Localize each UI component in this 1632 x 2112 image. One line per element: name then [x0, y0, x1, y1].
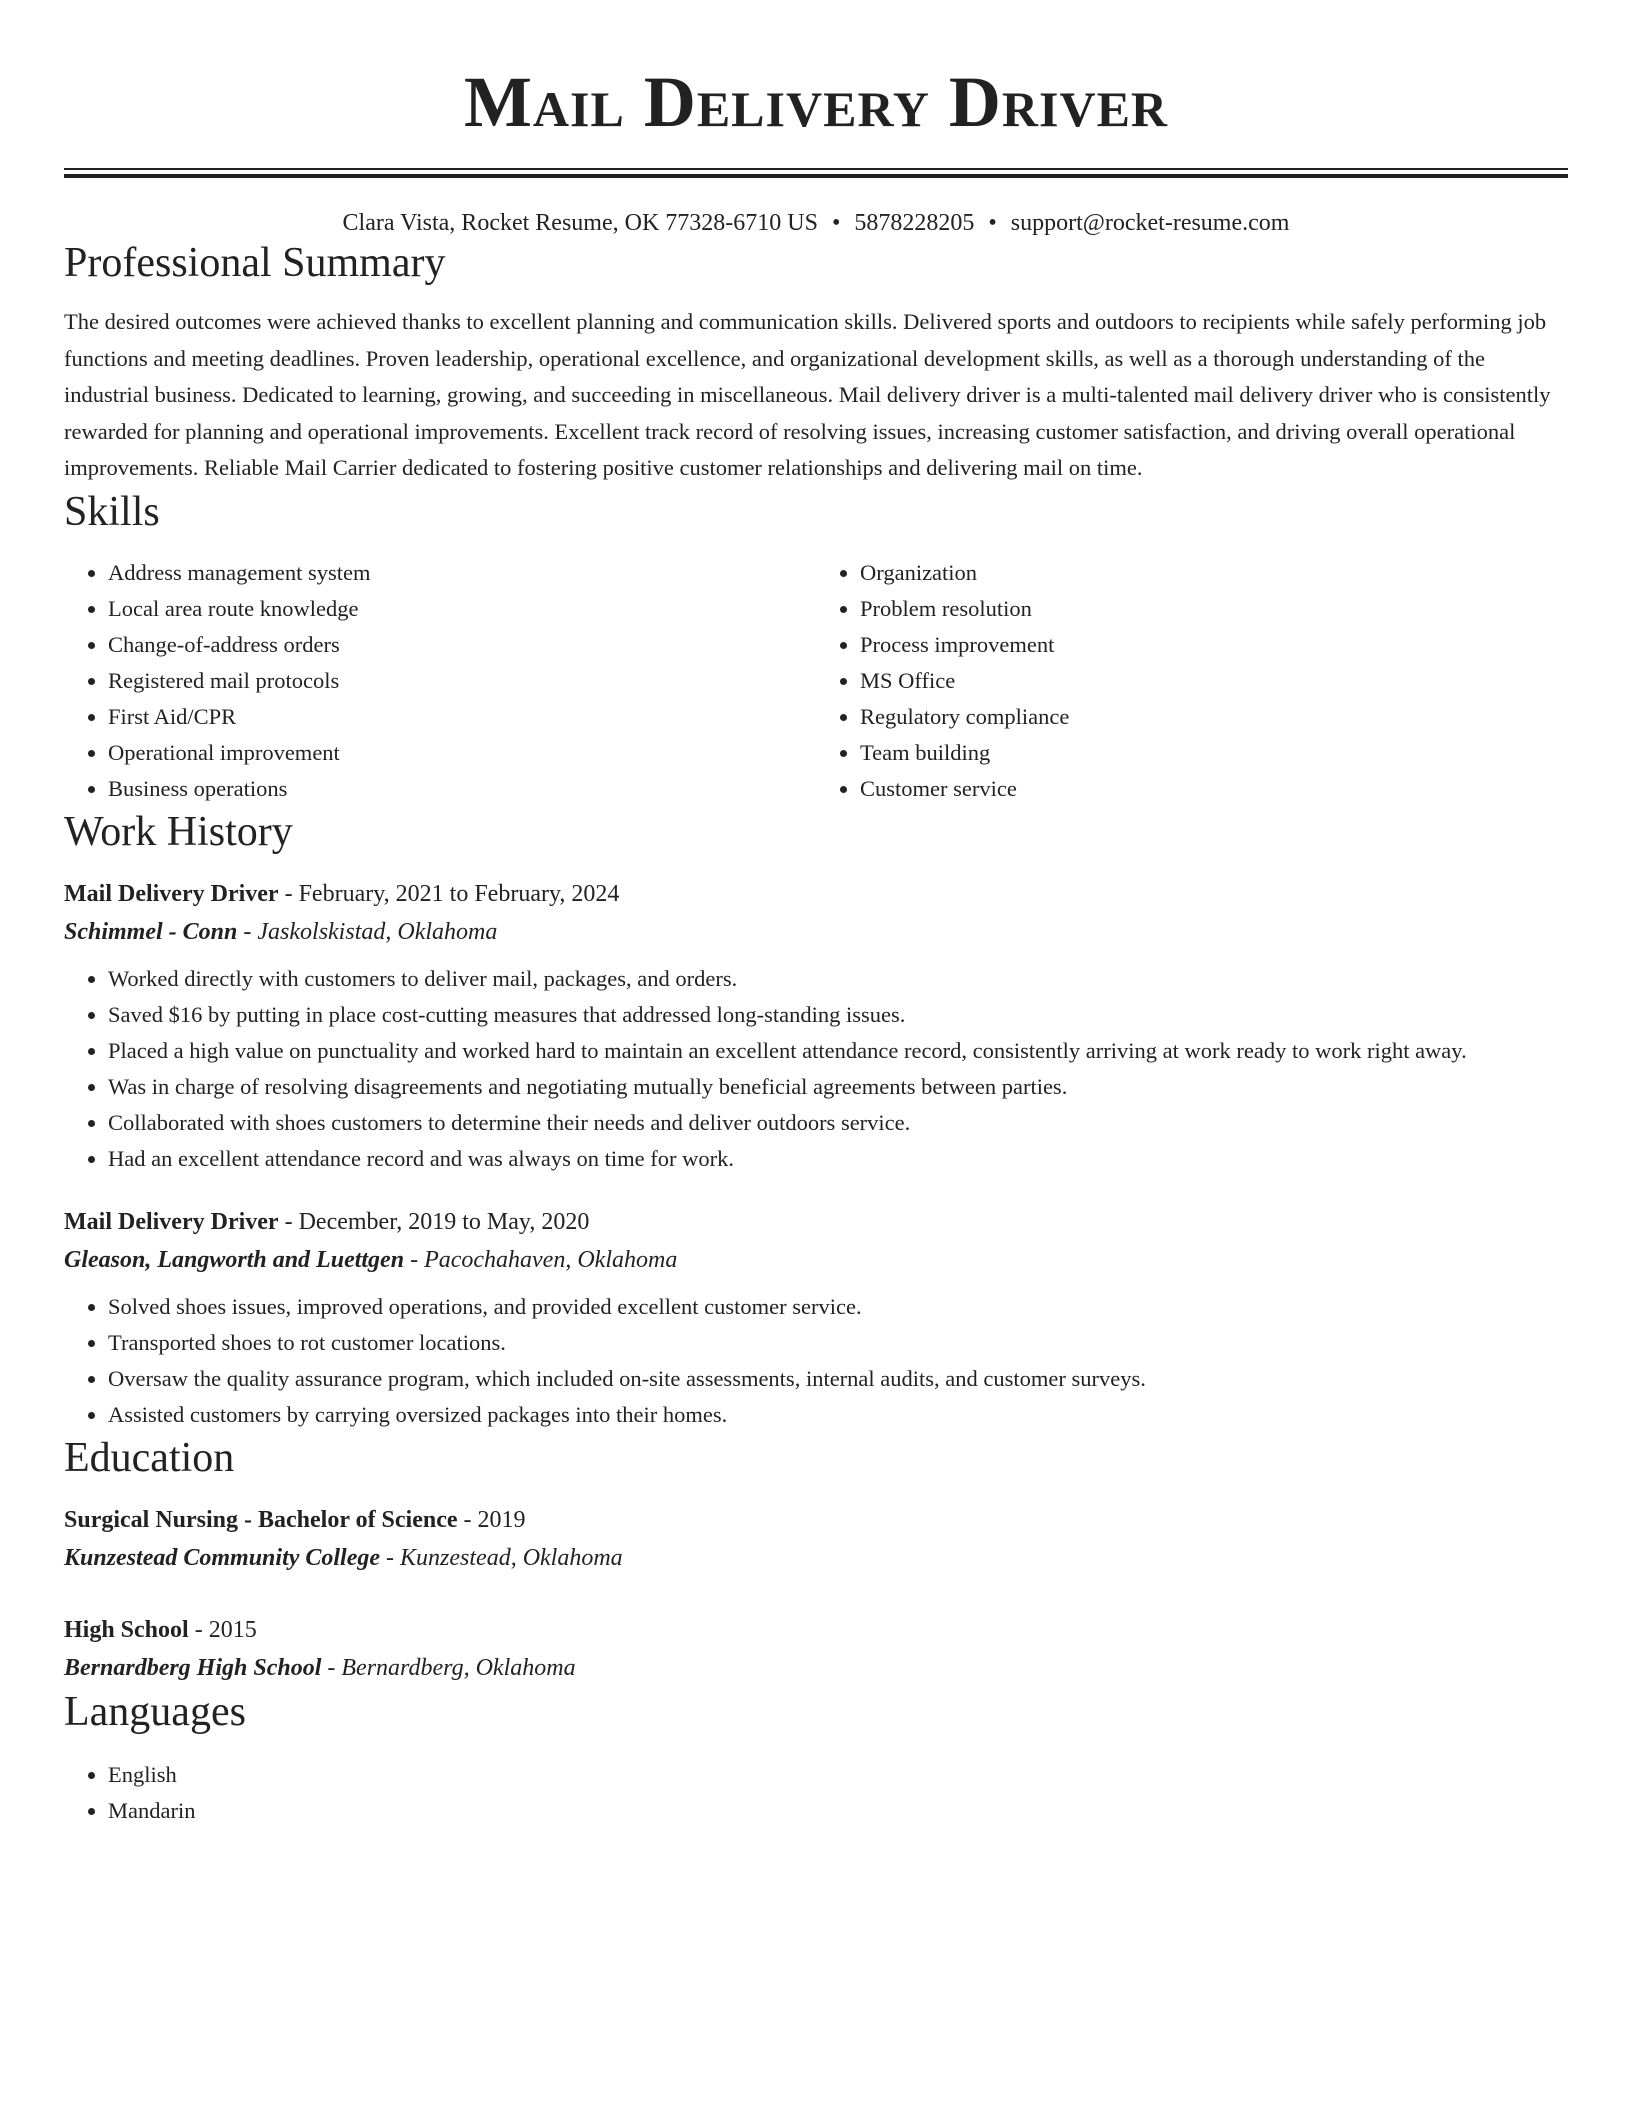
- education-degree: High School: [64, 1616, 189, 1643]
- education-degree: Surgical Nursing - Bachelor of Science: [64, 1506, 458, 1533]
- job-role: Mail Delivery Driver: [64, 1208, 279, 1235]
- summary-text: The desired outcomes were achieved thanks to excellent planning and communication skills. Delivered sports and outdoors to recipients while safely performing job functions and meeting deadlines. Proven leadership, operational excellence, and organizational development skills, as well as a thorough understanding of the industrial business. Dedicated to learning, growing, and succeeding in miscellaneous. Mail delivery driver is a multi-talented mail delivery driver who is consistently rewarded for planning and operational improvements. Excellent track record of resolving issues, increasing customer satisfaction, and driving overall operational improvements. Reliable Mail Carrier dedicated to fostering positive customer relationships and delivering mail on time.: [64, 309, 1551, 480]
- job-company: Gleason, Langworth and Luettgen: [64, 1246, 405, 1273]
- work-history-heading: Work History: [64, 808, 293, 855]
- contact-separator: •: [831, 210, 841, 236]
- language-item: • English: [108, 1757, 1568, 1793]
- job-bullet: • Assisted customers by carrying oversized packages into their homes.: [108, 1397, 1568, 1433]
- education-entry: [64, 1611, 1568, 1687]
- education-location: Bernardberg, Oklahoma: [341, 1654, 576, 1681]
- education-header: High School - 2015: [64, 1616, 257, 1643]
- skill-item: • Regulatory compliance: [860, 699, 1568, 735]
- languages-heading: Languages: [64, 1688, 246, 1735]
- job-bullet: • Oversaw the quality assurance program, which included on-site assessments, internal audits, and customer surveys.: [108, 1361, 1568, 1397]
- skills-left-column: [64, 555, 816, 807]
- skill-item: • MS Office: [860, 663, 1568, 699]
- job-bullet: • Placed a high value on punctuality and worked hard to maintain an excellent attendance record, consistently arriving at work ready to work right away.: [108, 1033, 1568, 1069]
- languages-list: [64, 1757, 1568, 1829]
- education-school: Kunzestead Community College: [64, 1544, 381, 1571]
- skill-item: • Address management system: [108, 555, 816, 591]
- education-year: 2019: [477, 1506, 526, 1533]
- resume-page: [64, 0, 1568, 1829]
- skills-right-column: [816, 555, 1568, 807]
- skill-item: • Change-of-address orders: [108, 627, 816, 663]
- education-heading: Education: [64, 1434, 235, 1481]
- job-header: Mail Delivery Driver - February, 2021 to February, 2024: [64, 880, 620, 907]
- skills-grid: [64, 555, 1568, 807]
- job-bullet: • Solved shoes issues, improved operations, and provided excellent customer service.: [108, 1289, 1568, 1325]
- job-location: Jaskolskistad, Oklahoma: [257, 918, 498, 945]
- skill-item: • Team building: [860, 735, 1568, 771]
- resume-name: Mail Delivery Driver: [463, 62, 1169, 142]
- education-location: Kunzestead, Oklahoma: [400, 1544, 623, 1571]
- job-bullet: • Transported shoes to rot customer locations.: [108, 1325, 1568, 1361]
- header-divider: [64, 168, 1568, 178]
- contact-phone: 5878228205: [854, 210, 975, 236]
- summary-heading: Professional Summary: [64, 240, 446, 286]
- skill-item: • First Aid/CPR: [108, 699, 816, 735]
- job-company: Schimmel - Conn: [64, 918, 238, 945]
- skill-item: • Operational improvement: [108, 735, 816, 771]
- job-bullet: • Had an excellent attendance record and was always on time for work.: [108, 1141, 1568, 1177]
- skill-item: • Local area route knowledge: [108, 591, 816, 627]
- language-item: • Mandarin: [108, 1793, 1568, 1829]
- skill-item: • Business operations: [108, 771, 816, 807]
- job-bullets: [64, 961, 1568, 1177]
- education-entry: [64, 1501, 1568, 1577]
- job-bullet: • Saved $16 by putting in place cost-cutting measures that addressed long-standing issues.: [108, 997, 1568, 1033]
- job-bullet: • Was in charge of resolving disagreements and negotiating mutually beneficial agreements between parties.: [108, 1069, 1568, 1105]
- job-employer: Schimmel - Conn - Jaskolskistad, Oklahoma: [64, 918, 498, 945]
- contact-separator: •: [988, 210, 997, 236]
- education-school-line: Kunzestead Community College - Kunzestead, Oklahoma: [64, 1544, 623, 1571]
- job-dates: February, 2021 to February, 2024: [298, 880, 620, 907]
- job-dates: December, 2019 to May, 2020: [298, 1208, 590, 1235]
- skill-item: • Process improvement: [860, 627, 1568, 663]
- skill-item: • Problem resolution: [860, 591, 1568, 627]
- job-employer: Gleason, Langworth and Luettgen - Pacochahaven, Oklahoma: [64, 1246, 678, 1273]
- job-bullet: • Collaborated with shoes customers to determine their needs and deliver outdoors service.: [108, 1105, 1568, 1141]
- education-school: Bernardberg High School: [64, 1654, 322, 1681]
- education-header: Surgical Nursing - Bachelor of Science - 2019: [64, 1506, 526, 1533]
- job-bullet: • Worked directly with customers to deliver mail, packages, and orders.: [108, 961, 1568, 997]
- contact-line: [64, 208, 1568, 238]
- skill-item: • Organization: [860, 555, 1568, 591]
- job-entry: [64, 875, 1568, 1177]
- job-location: Pacochahaven, Oklahoma: [424, 1246, 678, 1273]
- contact-email: support@rocket-resume.com: [1010, 210, 1290, 236]
- job-bullets: [64, 1289, 1568, 1433]
- job-header: Mail Delivery Driver - December, 2019 to May, 2020: [64, 1208, 590, 1235]
- job-role: Mail Delivery Driver: [64, 880, 279, 907]
- skill-item: • Registered mail protocols: [108, 663, 816, 699]
- job-entry: [64, 1203, 1568, 1433]
- skills-heading: Skills: [64, 488, 160, 535]
- skill-item: • Customer service: [860, 771, 1568, 807]
- education-school-line: Bernardberg High School - Bernardberg, Oklahoma: [64, 1654, 576, 1681]
- contact-address: Clara Vista, Rocket Resume, OK 77328-6710 US: [342, 210, 818, 236]
- education-year: 2015: [208, 1616, 257, 1643]
